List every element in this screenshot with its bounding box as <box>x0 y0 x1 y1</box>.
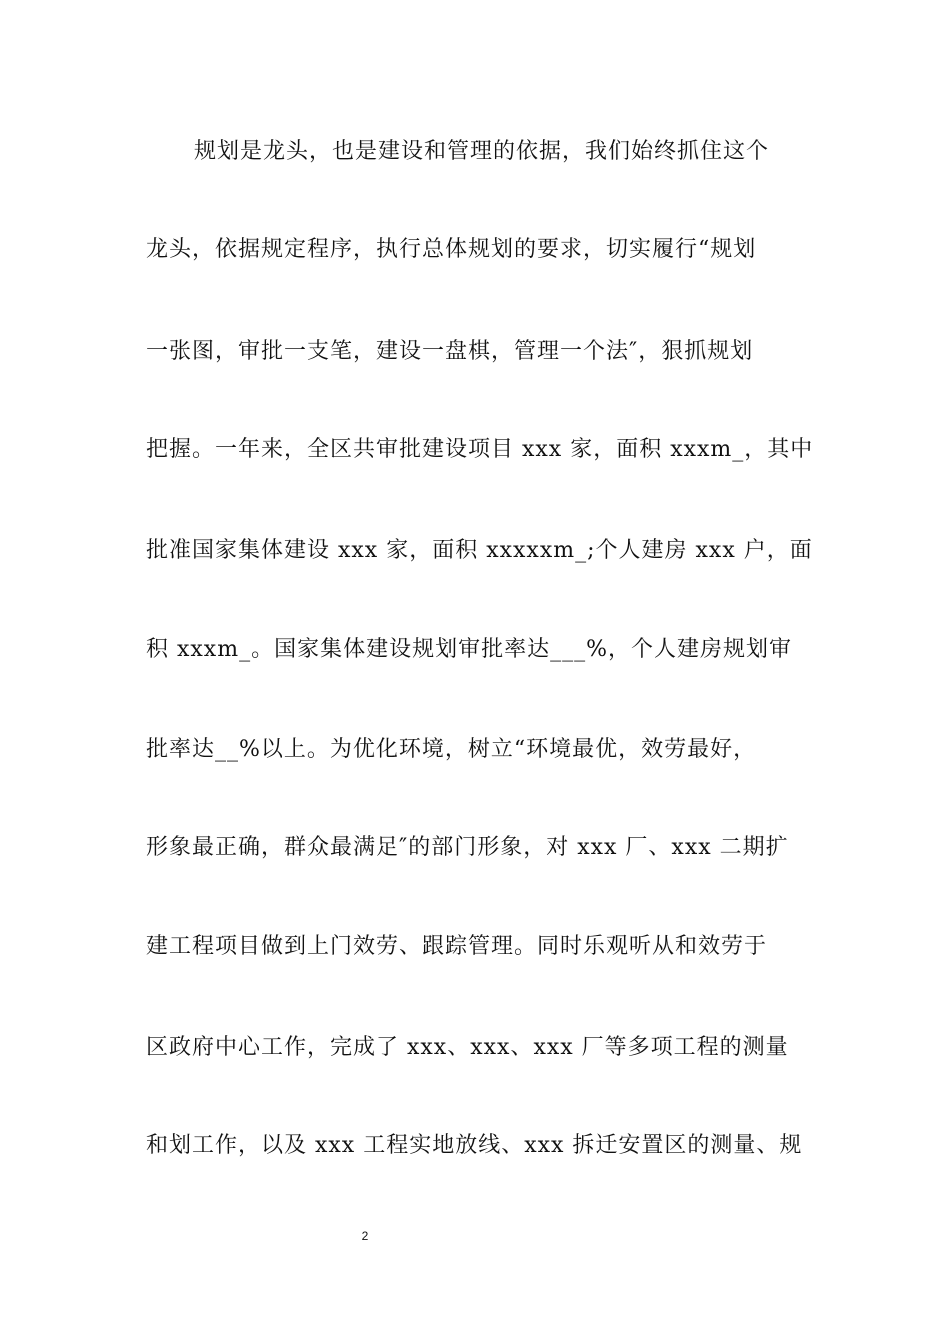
paragraph-line-7: 批率达__%以上。为优化环境，树立“环境最优，效劳最好， <box>146 737 757 762</box>
paragraph-line-1: 规划是龙头，也是建设和管理的依据，我们始终抓住这个 <box>194 139 770 164</box>
paragraph-line-4: 把握。一年来，全区共审批建设项目 xxx 家，面积 xxxm_，其中 <box>146 437 814 462</box>
page-number: 2 <box>361 1229 369 1243</box>
paragraph-line-5: 批准国家集体建设 xxx 家，面积 xxxxxm_;个人建房 xxx 户，面 <box>146 538 813 563</box>
paragraph-line-9: 建工程项目做到上门效劳、跟踪管理。同时乐观听从和效劳于 <box>146 934 768 959</box>
paragraph-line-8: 形象最正确，群众最满足″的部门形象，对 xxx 厂、xxx 二期扩 <box>146 835 789 860</box>
paragraph-line-11: 和划工作，以及 xxx 工程实地放线、xxx 拆迁安置区的测量、规 <box>146 1133 803 1158</box>
paragraph-line-2: 龙头，依据规定程序，执行总体规划的要求，切实履行“规划 <box>146 237 757 262</box>
paragraph-line-3: 一张图，审批一支笔，建设一盘棋，管理一个法″，狠抓规划 <box>146 339 754 364</box>
paragraph-line-10: 区政府中心工作，完成了 xxx、xxx、xxx 厂等多项工程的测量 <box>146 1035 789 1060</box>
paragraph-line-6: 积 xxxm_。国家集体建设规划审批率达___%，个人建房规划审 <box>146 637 792 662</box>
